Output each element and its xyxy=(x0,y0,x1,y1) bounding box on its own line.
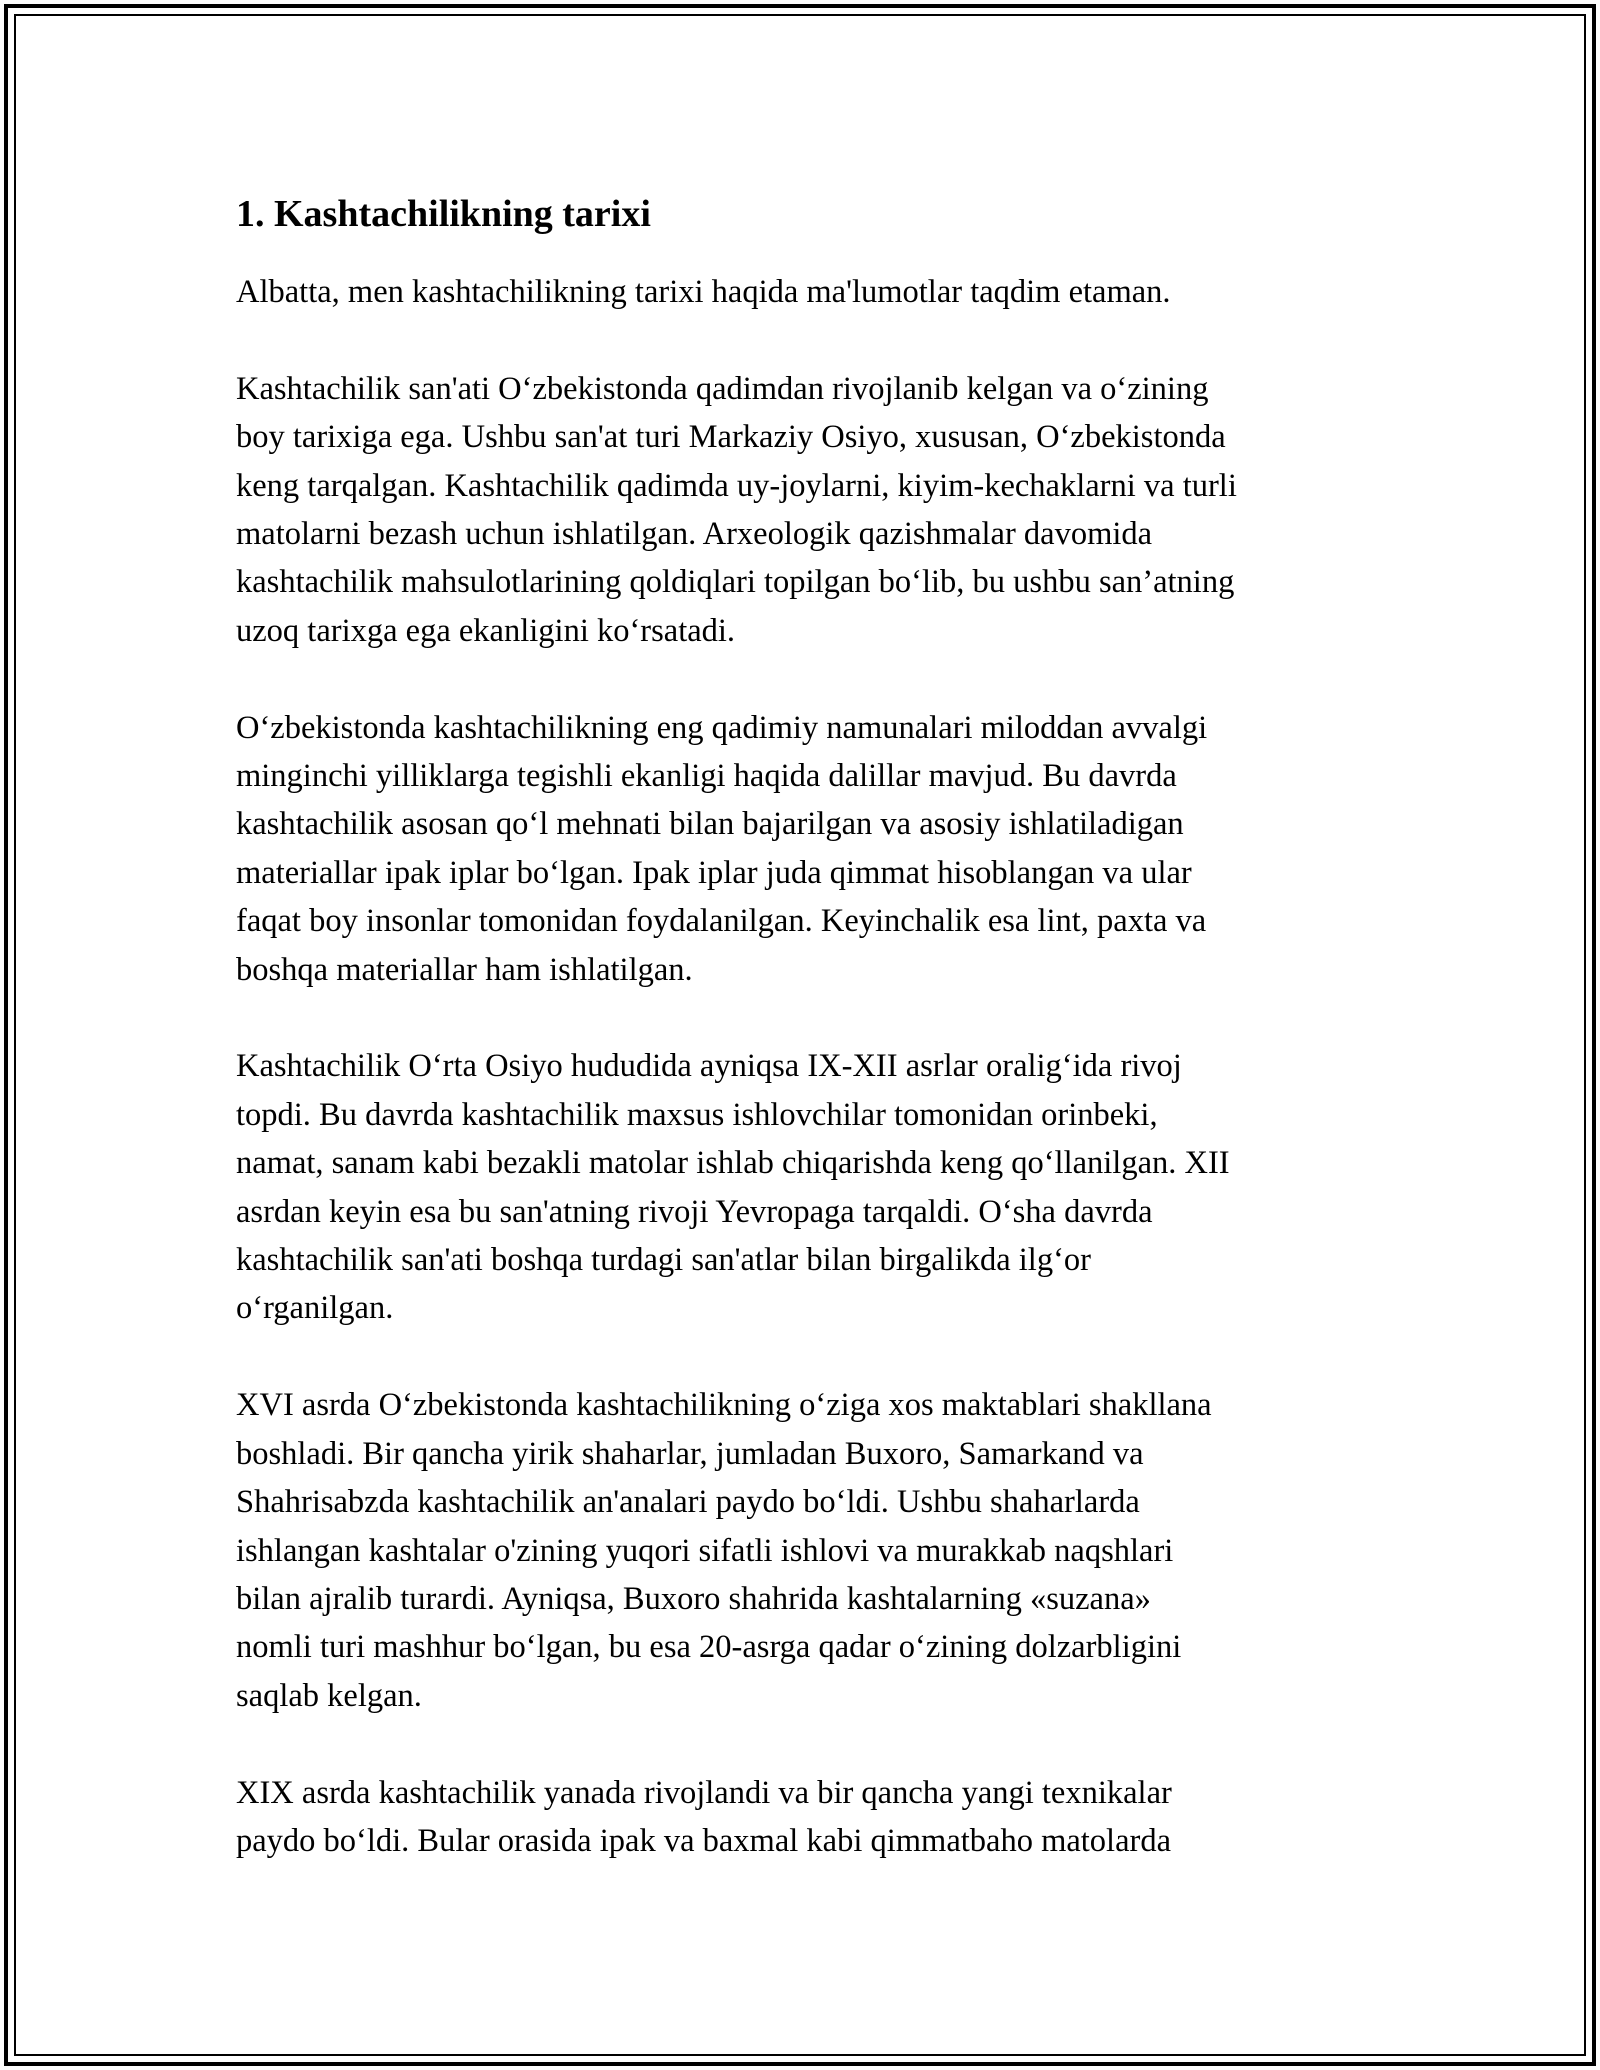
paragraph-ancient-samples: O‘zbekistonda kashtachilikning eng qadimiy namunalari miloddan avvalgi minginchi yilliklarga tegishli ekanligi haqida dalillar mavjud. Bu davrda kashtachilik asosan qo‘l mehnati bilan bajarilgan va asosiy ishlatiladigan materiallar ipak iplar bo‘lgan. Ipak iplar juda qimmat hisoblangan va ular faqat boy insonlar tomonidan foydalanilgan. Keyinchalik esa lint, paxta va boshqa materiallar ham ishlatilgan. xyxy=(236,709,1208,988)
section-heading: 1. Kashtachilikning tarixi xyxy=(236,193,651,235)
paragraph-central-asia: Kashtachilik O‘rta Osiyo hududida ayniqsa IX-XII asrlar oralig‘ida rivoj topdi. Bu davrda kashtachilik maxsus ishlovchilar tomonidan orinbeki, namat, sanam kabi bezakli matolar ishlab chiqarishda keng qo‘llanilgan. XII asrdan keyin esa bu san'atning rivoji Yevropaga tarqaldi. O‘sha davrda kashtachilik san'ati boshqa turdagi san'atlar bilan birgalikda ilg‘or o‘rganilgan. xyxy=(236,1048,1230,1327)
paragraph-xix-century: XIX asrda kashtachilik yanada rivojlandi va bir qancha yangi texnikalar paydo bo‘ldi. Bular orasida ipak va baxmal kabi qimmatbaho matolarda xyxy=(236,1774,1172,1859)
document-body xyxy=(236,184,1376,1914)
paragraph-origins: Kashtachilik san'ati O‘zbekistonda qadimdan rivojlanib kelgan va o‘zining boy tarixiga ega. Ushbu san'at turi Markaziy Osiyo, xususan, O‘zbekistonda keng tarqalgan. Kashtachilik qadimda uy-joylarni, kiyim-kechaklarni va turli matolarni bezash uchun ishlatilgan. Arxeologik qazishmalar davomida kashtachilik mahsulotlarining qoldiqlari topilgan bo‘lib, bu ushbu san’atning uzoq tarixga ega ekanligini ko‘rsatadi. xyxy=(236,370,1237,649)
paragraph-intro: Albatta, men kashtachilikning tarixi haqida ma'lumotlar taqdim etaman. xyxy=(236,274,1171,310)
paragraph-xvi-century: XVI asrda O‘zbekistonda kashtachilikning o‘ziga xos maktablari shakllana boshladi. Bir qancha yirik shaharlar, jumladan Buxoro, Samarkand va Shahrisabzda kashtachilik an'analari paydo bo‘ldi. Ushbu shaharlarda ishlangan kashtalar o'zining yuqori sifatli ishlovi va murakkab naqshlari bilan ajralib turardi. Ayniqsa, Buxoro shahrida kashtalarning «suzana» nomli turi mashhur bo‘lgan, bu esa 20-asrga qadar o‘zining dolzarbligini saqlab kelgan. xyxy=(236,1387,1212,1714)
